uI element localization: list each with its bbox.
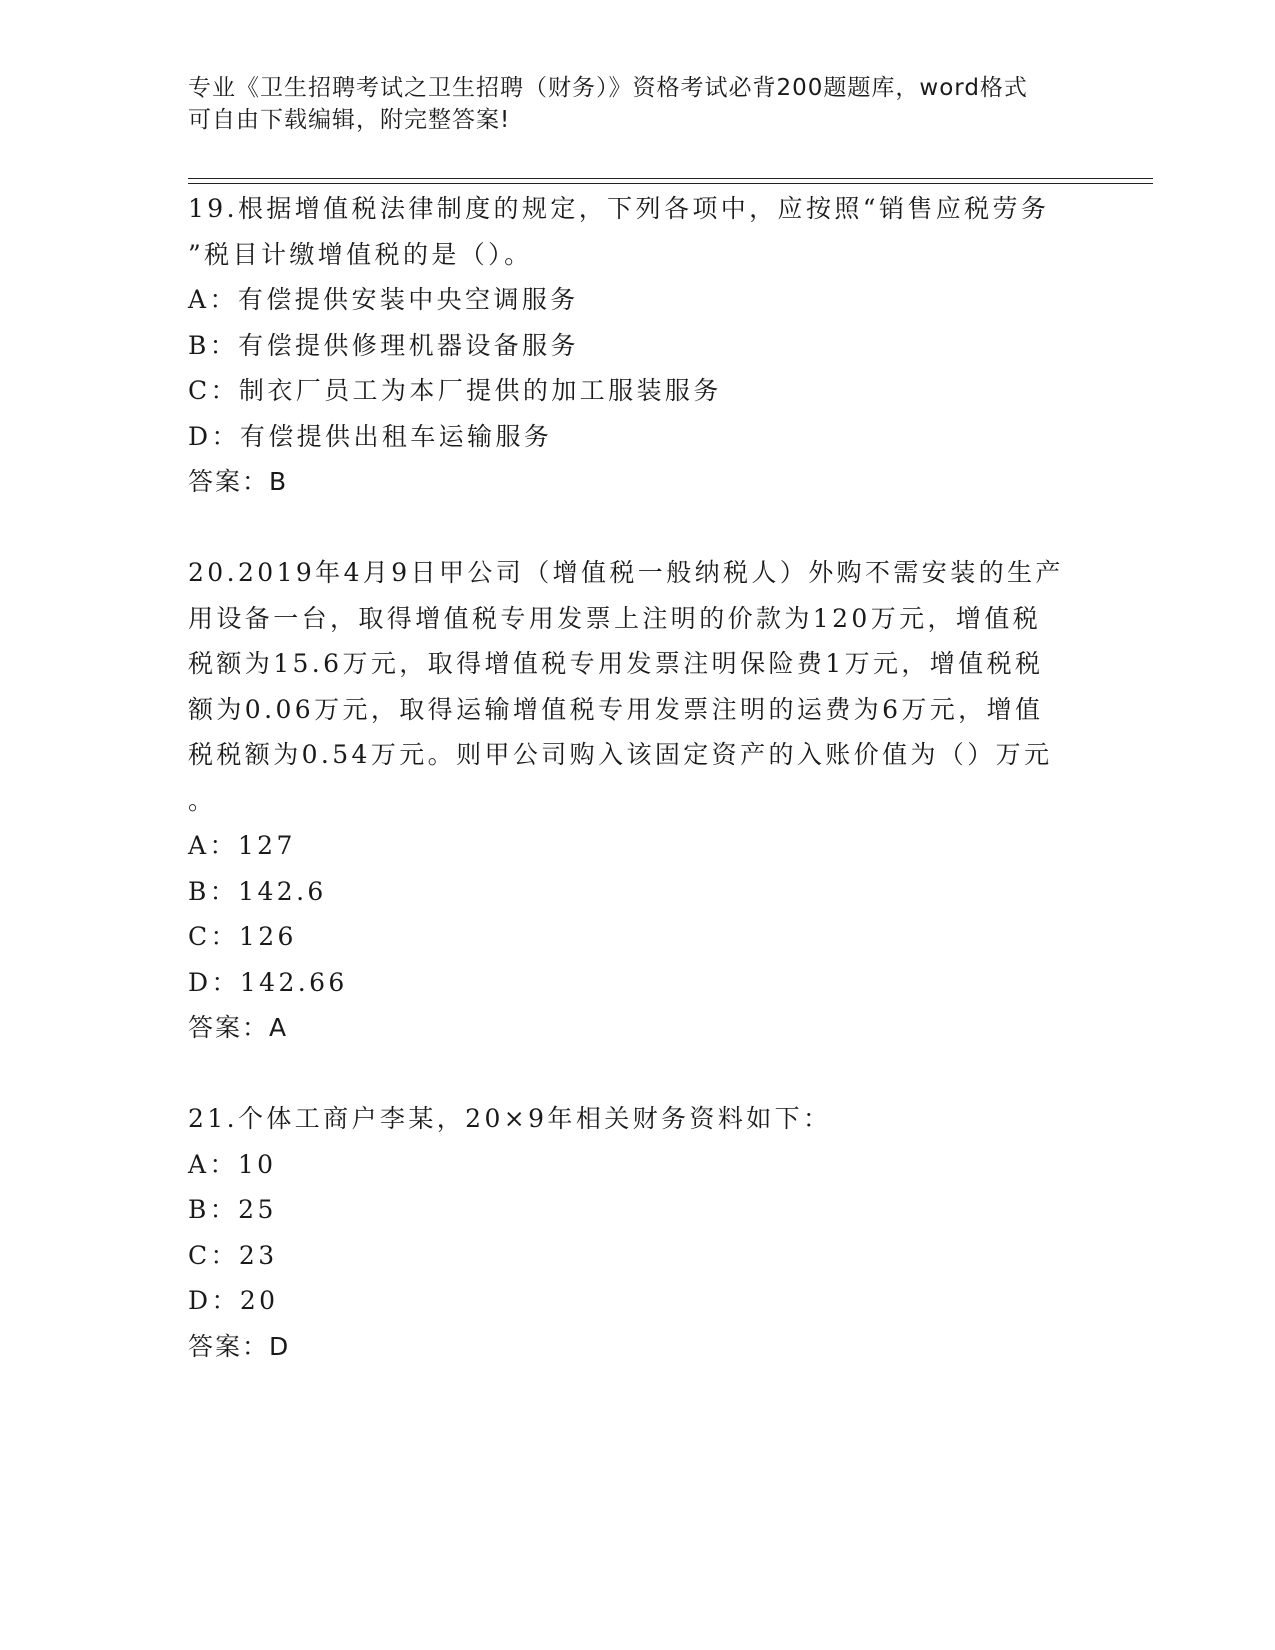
- option-d: D：142.66: [188, 967, 348, 997]
- option-b: B：25: [188, 1195, 277, 1224]
- question-stem-line: 20.2019年4月9日甲公司（增值税一般纳税人）外购不需安装的生产: [188, 558, 1064, 587]
- question-list: [188, 186, 1088, 1369]
- question-stem-line: 19.根据增值税法律制度的规定，下列各项中，应按照“销售应税劳务: [188, 194, 1050, 223]
- document-header: [188, 72, 1068, 136]
- question-stem-line: 用设备一台，取得增值税专用发票上注明的价款为120万元，增值税: [188, 603, 1042, 633]
- answer-line: 答案：B: [188, 467, 289, 496]
- question-stem-line: 额为0.06万元，取得运输增值税专用发票注明的运费为6万元，增值: [188, 694, 1044, 724]
- answer-line: 答案：D: [188, 1331, 291, 1361]
- option-b: B：有偿提供修理机器设备服务: [188, 330, 579, 360]
- question-stem-line: ”税目计缴增值税的是（）。: [188, 239, 533, 269]
- option-d: D：20: [188, 1286, 279, 1315]
- option-a: A：10: [188, 1149, 277, 1179]
- question-19: [188, 186, 1088, 505]
- option-c: C：23: [188, 1240, 278, 1270]
- header-line-2: 可自由下载编辑，附完整答案!: [188, 107, 511, 133]
- option-a: A：有偿提供安装中央空调服务: [188, 285, 579, 314]
- header-line-1: 专业《卫生招聘考试之卫生招聘（财务）》资格考试必背200题题库，word格式: [188, 75, 1028, 101]
- question-spacer: [188, 1051, 1088, 1097]
- question-spacer: [188, 505, 1088, 551]
- question-stem-line: 21.个体工商户李某，20×9年相关财务资料如下：: [188, 1104, 832, 1133]
- header-divider-bottom: [188, 183, 1153, 184]
- question-21: [188, 1096, 1088, 1369]
- option-d: D：有偿提供出租车运输服务: [188, 421, 553, 451]
- option-b: B：142.6: [188, 876, 327, 906]
- question-stem-line: 税税额为0.54万元。则甲公司购入该固定资产的入账价值为（）万元: [188, 740, 1053, 769]
- question-stem-line: 。: [188, 785, 217, 815]
- option-a: A：127: [188, 831, 296, 860]
- answer-line: 答案：A: [188, 1013, 289, 1042]
- option-c: C：制衣厂员工为本厂提供的加工服装服务: [188, 376, 722, 405]
- question-stem-line: 税额为15.6万元，取得增值税专用发票注明保险费1万元，增值税税: [188, 649, 1044, 678]
- option-c: C：126: [188, 922, 297, 951]
- question-20: [188, 550, 1088, 1051]
- header-divider-top: [188, 178, 1153, 179]
